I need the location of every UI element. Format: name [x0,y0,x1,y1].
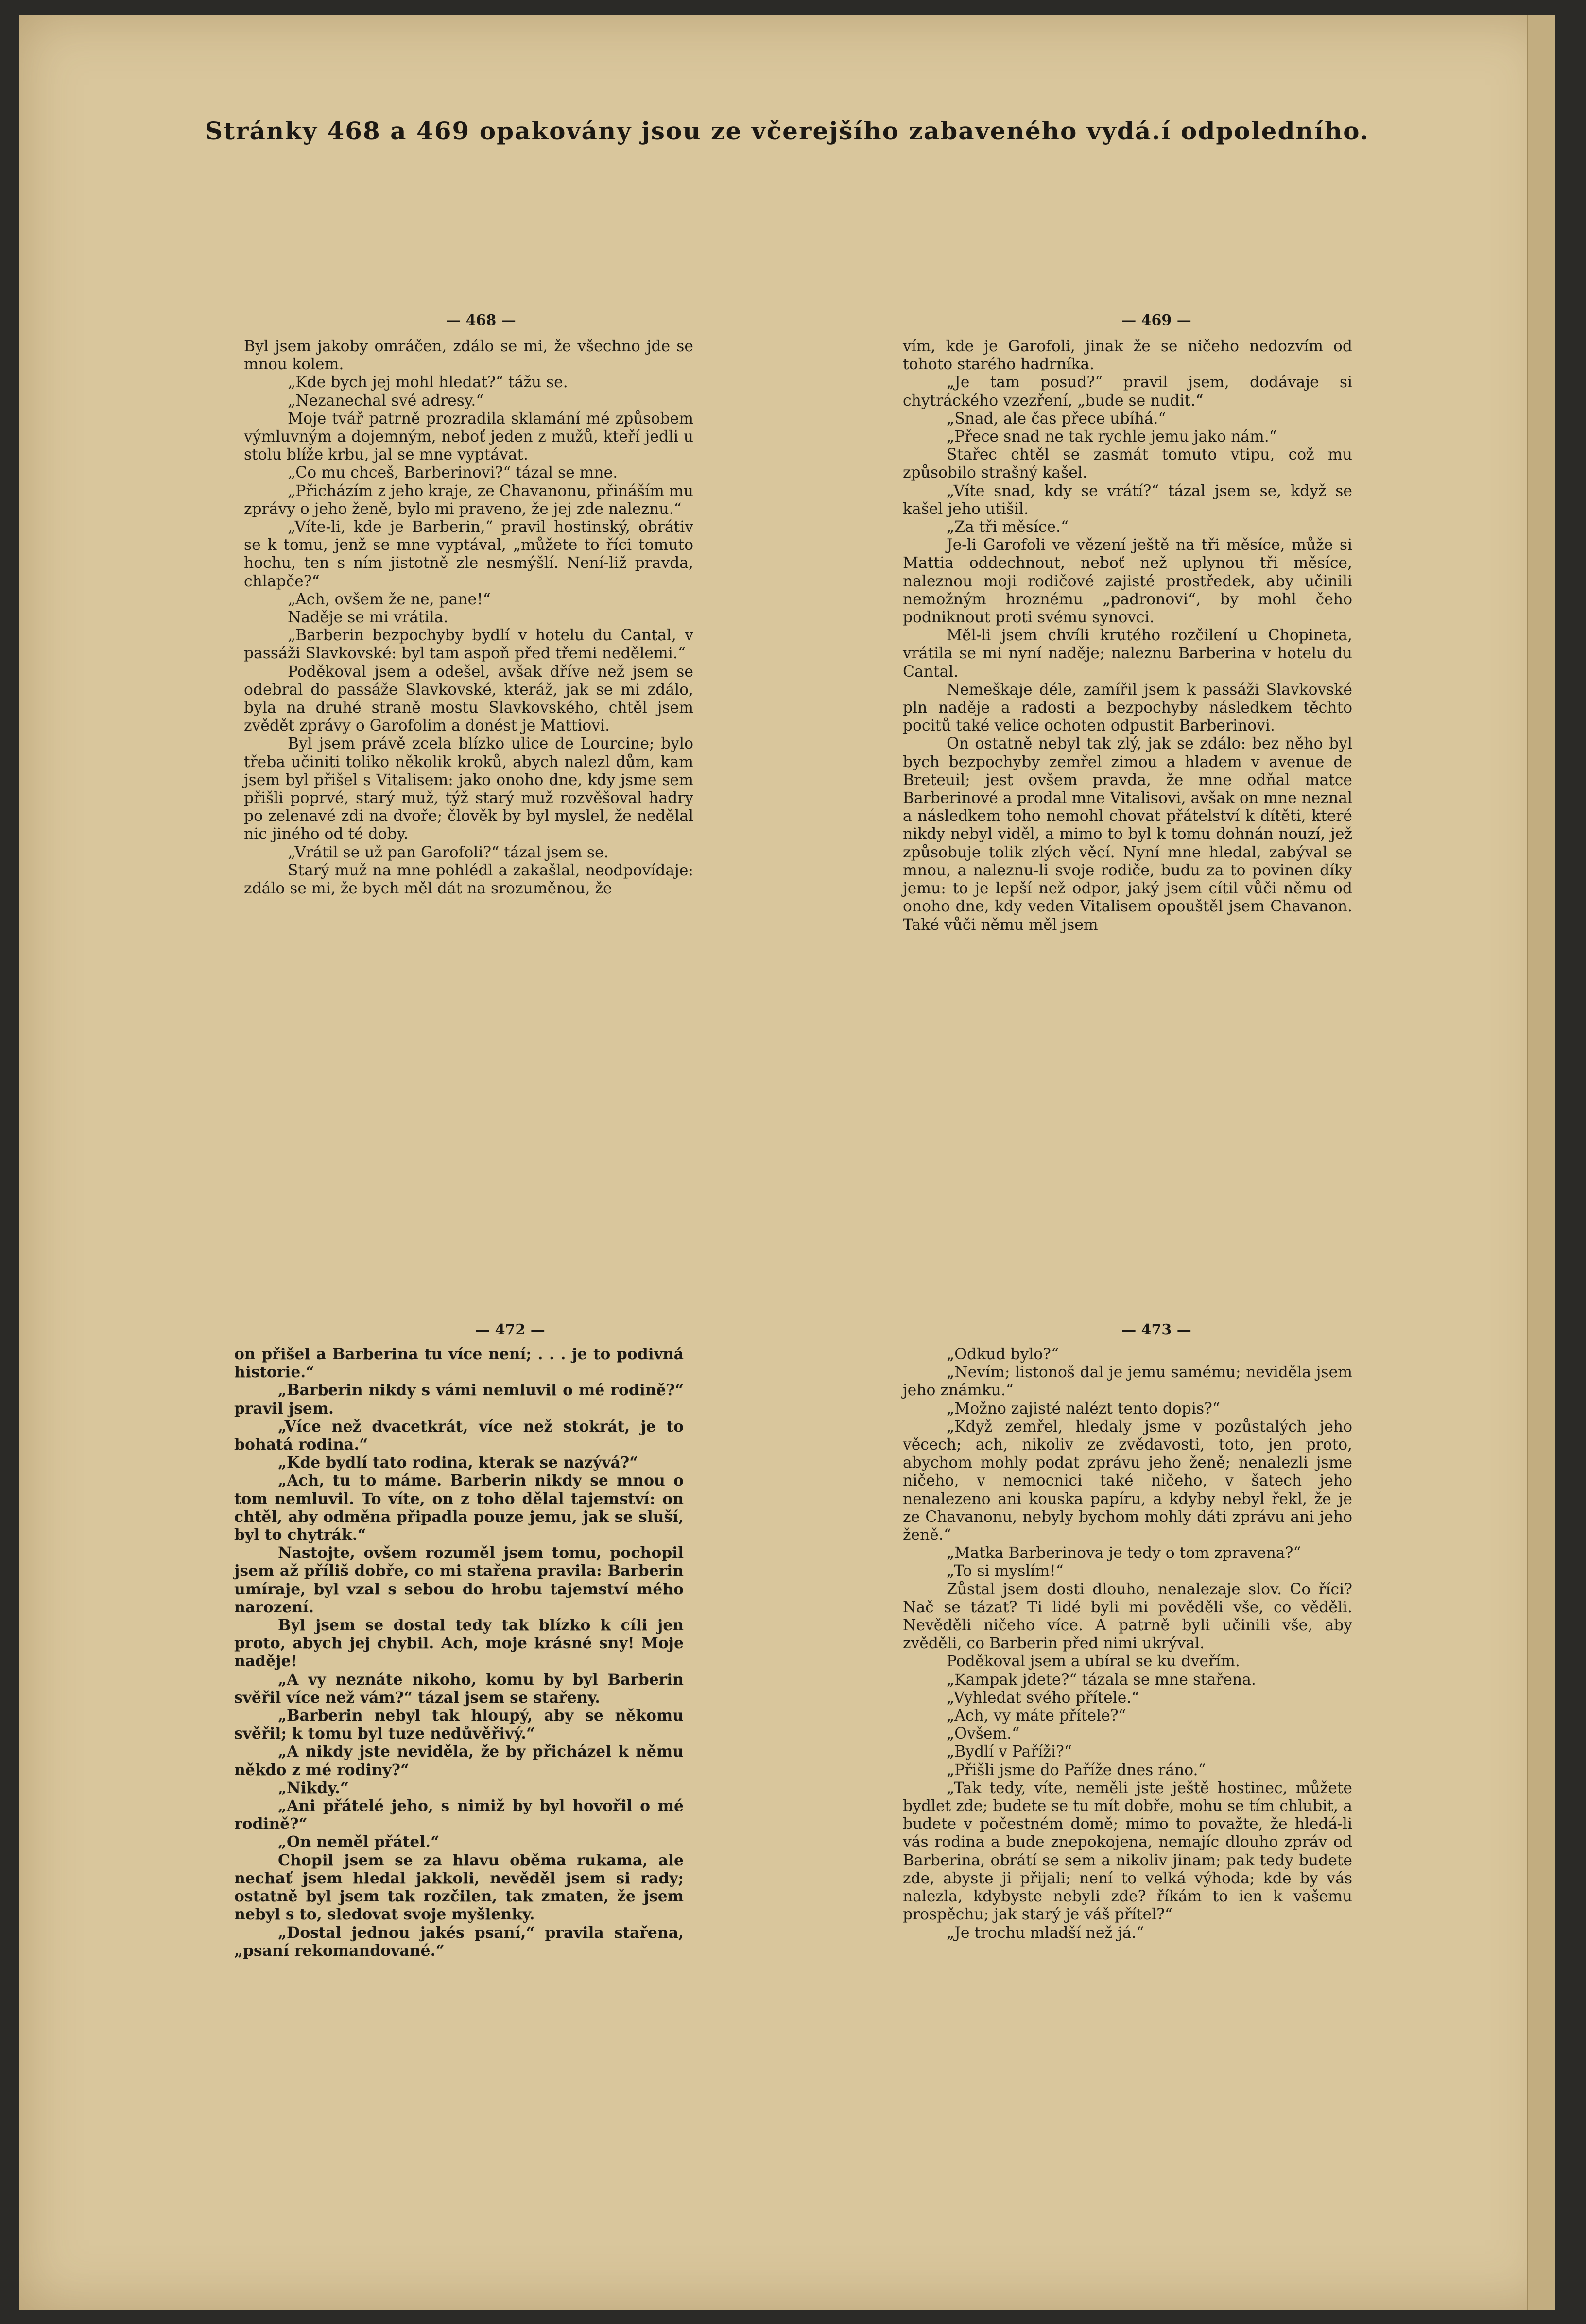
paragraph: „Odkud bylo?“ [947,1346,1059,1363]
paragraph: Nemeškaje déle, zamířil jsem k passáži Slavkovské pln naděje a radosti a bezpochyby následkem těchto pocitů také velice ochoten odpustit Barberinovi. [903,681,1352,735]
paragraph: „Barberin nikdy s vámi nemluvil o mé rodině?“ pravil jsem. [234,1382,684,1418]
paragraph: Nastojte, ovšem rozuměl jsem tomu, pochopil jsem až příliš dobře, co mi stařena pravila: Barberin umíraje, byl vzal s sebou do hrobu tajemství mého narození. [234,1544,684,1616]
paragraph: Moje tvář patrně prozradila sklamání mé způsobem výmluvným a dojemným, neboť jeden z mužů, kteří jedli u stolu blíže krbu, jal se mne vyptávat. [244,410,693,464]
paragraph: vím, kde je Garofoli, jinak že se ničeho nedozvím od tohoto starého hadrníka. [903,338,1352,374]
paragraph: „Za tři měsíce.“ [947,518,1069,536]
newspaper-page [19,15,1555,2310]
paragraph: „Dostal jednou jakés psaní,“ pravila stařena, „psaní rekomandované.“ [234,1924,684,1960]
page-number-473: — 473 — [1121,1321,1191,1338]
paragraph: Poděkoval jsem a ubíral se ku dveřím. [947,1653,1240,1671]
paragraph: Měl-li jsem chvíli krutého rozčilení u Chopineta, vrátila se mi nyní naděje; naleznu Barberina v hotelu du Cantal. [903,627,1352,681]
text-column-472 [234,1346,684,1960]
text-column-473 [903,1346,1352,1942]
paragraph: „Tak tedy, víte, neměli jste ještě hostinec, můžete bydlet zde; budete se tu mít dobře, mohu se tím chlubit, a budete v počestném domě; mimo to považte, že hledá-li vás rodina a bude znepokojena, nemajíc dlouho zpráv od Barberina, obrátí se sem a nikoliv jinam; pak tedy budete zde, abyste ji přijali; není to velká výhoda; kde by vás nalezla, kdybyste nebyli zde? říkám to ien k vašemu prospěchu; jak starý je váš přítel?“ [903,1779,1352,1924]
paragraph: On ostatně nebyl tak zlý, jak se zdálo: bez něho byl bych bezpochyby zemřel zimou a hladem v avenue de Breteuil; jest ovšem pravda, že mne odňal matce Barberinové a prodal mne Vitalisovi, avšak on mne neznal a následkem toho nemohl chovat přátelství k dítěti, které nikdy nebyl viděl, a mimo to byl k tomu dohnán nouzí, jež způsobuje tolik zlých věcí. Nyní mne hledal, zabýval se mnou, a naleznu-li svoje rodiče, budu za to povinen díky jemu: to je lepší než odpor, jaký jsem cítil vůči němu od onoho dne, kdy veden Vitalisem opouštěl jsem Chavanon. Také vůči němu měl jsem [903,735,1352,934]
paragraph: „Nevím; listonoš dal je jemu samému; neviděla jsem jeho známku.“ [903,1364,1352,1400]
paragraph: „Snad, ale čas přece ubíhá.“ [947,410,1166,427]
paragraph: Chopil jsem se za hlavu oběma rukama, ale nechať jsem hledal jakkoli, nevěděl jsem si rady; ostatně byl jsem tak rozčilen, tak zmaten, že jsem nebyl s to, sledovat svoje myšlenky. [234,1851,684,1924]
paragraph: „Když zemřel, hledaly jsme v pozůstalých jeho věcech; ach, nikoliv ze zvědavosti, toto, jen proto, abychom mohly podat zprávu jeho ženě; nenalezli jsme ničeho, v nemocnici také ničeho, v šatech jeho nenalezeno ani kouska papíru, a kdyby nebyl řekl, že je ze Chavanonu, nebyly bychom mohly dáti zprávu ani jeho ženě.“ [903,1418,1352,1544]
paragraph: „Ani přátelé jeho, s nimiž by byl hovořil o mé rodině?“ [234,1797,684,1833]
paragraph: „To si myslím!“ [947,1562,1064,1580]
page-number-469: — 469 — [1121,312,1191,329]
paragraph: „Vrátil se už pan Garofoli?“ tázal jsem se. [288,843,609,861]
paragraph: „Vyhledat svého přítele.“ [947,1689,1139,1707]
page-number-472: — 472 — [475,1321,545,1338]
text-column-469 [903,338,1352,934]
paragraph: „Kde bych jej mohl hledat?“ tážu se. [288,374,568,392]
paragraph: Stařec chtěl se zasmát tomuto vtipu, což mu způsobilo strašný kašel. [903,446,1352,482]
paragraph: Zůstal jsem dosti dlouho, nenalezaje slov. Co říci? Nač se tázat? Ti lidé byli mi pověděli vše, co věděli. Nevěděli ničeho více. A patrně byli učinili vše, aby zvěděli, co Barberin před nimi ukrýval. [903,1580,1352,1653]
paragraph: „Možno zajisté nalézt tento dopis?“ [947,1400,1220,1418]
paragraph: on přišel a Barberina tu více není; . . . je to podivná historie.“ [234,1346,684,1382]
paragraph: Byl jsem právě zcela blízko ulice de Lourcine; bylo třeba učiniti toliko několik kroků, abych nalezl dům, kam jsem byl přišel s Vitalisem: jako onoho dne, kdy jsme sem přišli poprvé, starý muž, týž starý muž rozvěšoval hadry po zelenavé zdi na dvoře; člověk by byl myslel, že nedělal nic jiného od té doby. [244,735,693,843]
paragraph: „Nikdy.“ [278,1779,349,1797]
paragraph: „Nezanechal své adresy.“ [288,392,484,410]
paragraph: Je-li Garofoli ve vězení ještě na tři měsíce, může si Mattia oddechnout, neboť než uplynou tři měsíce, naleznou moji rodičové zajisté prostředek, aby učinili nemožným hroznému „padronovi“, by mohl čeho podniknout proti svému synovci. [903,536,1352,627]
paragraph: „Matka Barberinova je tedy o tom zpravena?“ [947,1544,1301,1562]
paragraph: Byl jsem se dostal tedy tak blízko k cíli jen proto, abych jej chybil. Ach, moje krásné sny! Moje naděje! [234,1617,684,1671]
paragraph: „Kde bydlí tato rodina, kterak se nazývá?“ [278,1454,638,1472]
paragraph: „Přicházím z jeho kraje, ze Chavanonu, přináším mu zprávy o jeho ženě, bylo mi praveno, že jej zde naleznu.“ [244,482,693,518]
paragraph: „Víte snad, kdy se vrátí?“ tázal jsem se, když se kašel jeho utišil. [903,482,1352,518]
paragraph: „Barberin bezpochyby bydlí v hotelu du Cantal, v passáži Slavkovské: byl tam aspoň před třemi nedělemi.“ [244,627,693,663]
paragraph: „Ovšem.“ [947,1725,1020,1743]
paragraph: Naděje se mi vrátila. [288,609,448,627]
paragraph: „Ach, ovšem že ne, pane!“ [288,590,491,608]
paragraph: „Ach, tu to máme. Barberin nikdy se mnou o tom nemluvil. To víte, on z toho dělal tajemství: on chtěl, aby odměna připadla pouze jemu, jak se sluší, byl to chytrák.“ [234,1472,684,1544]
paragraph: „Co mu chceš, Barberinovi?“ tázal se mne. [288,464,618,482]
paragraph: Poděkoval jsem a odešel, avšak dříve než jsem se odebral do passáže Slavkovské, kteráž, jak se mi zdálo, byla na druhé straně mostu Slavkovského, chtěl jsem zvědět zprávy o Garofolim a donést je Mattiovi. [244,663,693,735]
paragraph: Starý muž na mne pohlédl a zakašlal, neodpovídaje: zdálo se mi, že bych měl dát na srozuměnou, že [244,861,693,898]
paragraph: Byl jsem jakoby omráčen, zdálo se mi, že všechno jde se mnou kolem. [244,338,693,374]
paragraph: „Je tam posud?“ pravil jsem, dodávaje si chytráckého vzezření, „bude se nudit.“ [903,374,1352,410]
paragraph: „A nikdy jste neviděla, že by přicházel k němu někdo z mé rodiny?“ [234,1743,684,1779]
paragraph: „Přišli jsme do Paříže dnes ráno.“ [947,1761,1206,1779]
text-column-468 [244,338,693,898]
page-edge [1527,15,1555,2310]
page-number-468: — 468 — [446,312,516,329]
paragraph: „Bydlí v Paříži?“ [947,1743,1072,1761]
paragraph: „Je trochu mladší než já.“ [947,1924,1144,1942]
paragraph: „Barberin nebyl tak hloupý, aby se někomu svěřil; k tomu byl tuze nedůvěřivý.“ [234,1707,684,1743]
paragraph: „Více než dvacetkrát, více než stokrát, je to bohatá rodina.“ [234,1418,684,1454]
paragraph: „On neměl přátel.“ [278,1833,440,1851]
paragraph: „Ach, vy máte přítele?“ [947,1707,1126,1725]
top-banner: Stránky 468 a 469 opakovány jsou ze včerejšího zabaveného vydá.í odpoledního. [205,117,1370,145]
paragraph: „A vy neznáte nikoho, komu by byl Barberin svěřil více než vám?“ tázal jsem se stařeny. [234,1671,684,1707]
paragraph: „Víte-li, kde je Barberin,“ pravil hostinský, obrátiv se k tomu, jenž se mne vyptával, „můžete to říci tomuto hochu, ten s ním jistotně zle nesmýšlí. Není-liž pravda, chlapče?“ [244,518,693,590]
paragraph: „Přece snad ne tak rychle jemu jako nám.“ [947,428,1277,446]
paragraph: „Kampak jdete?“ tázala se mne stařena. [947,1671,1256,1689]
